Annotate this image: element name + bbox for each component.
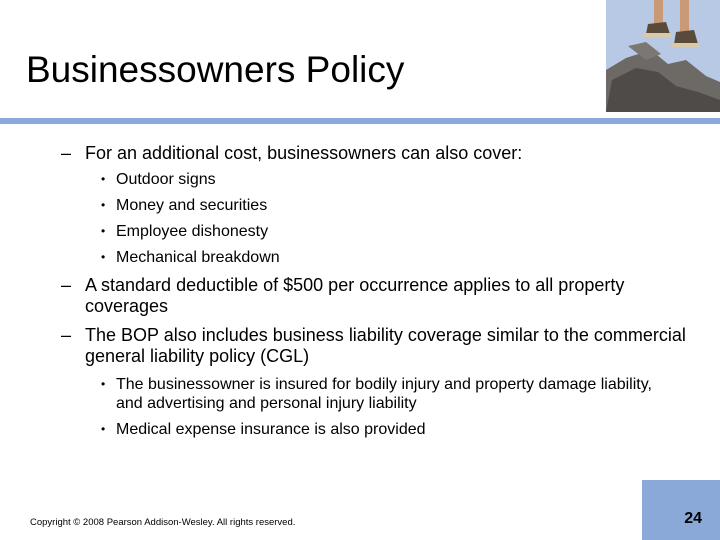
sub-bullet-text: Outdoor signs	[116, 171, 216, 188]
bullet-text: For an additional cost, businessowners can also cover:	[85, 143, 523, 163]
bullet-level1	[61, 325, 701, 367]
dot-marker: •	[101, 422, 106, 436]
sub-bullet-text: Money and securities	[116, 197, 268, 214]
bullet-level2	[101, 420, 661, 439]
sub-bullet-text: The businessowner is insured for bodily injury and property damage liability, and advertising and personal injury liability	[116, 376, 652, 412]
bullet-text: A standard deductible of $500 per occurrence applies to all property coverages	[85, 275, 625, 316]
page-number-box	[642, 480, 720, 540]
title-divider-band	[0, 118, 720, 124]
sub-bullet-text: Employee dishonesty	[116, 223, 269, 240]
bullet-level1	[61, 275, 701, 317]
sub-bullet-text: Mechanical breakdown	[116, 249, 280, 266]
dot-marker: •	[101, 224, 106, 238]
page-number: 24	[684, 510, 702, 527]
copyright-notice: Copyright © 2008 Pearson Addison-Wesley. All rights reserved.	[30, 517, 296, 528]
slide-title: Businessowners Policy	[26, 49, 405, 90]
bullet-level1	[61, 143, 701, 164]
dash-marker: –	[61, 325, 72, 345]
sub-bullet-text: Medical expense insurance is also provided	[116, 421, 426, 438]
dot-marker: •	[101, 377, 106, 391]
bullet-level2	[101, 248, 661, 267]
climber-photo	[606, 0, 720, 112]
bullet-level2	[101, 196, 661, 215]
bullet-level2	[101, 375, 661, 413]
dash-marker: –	[61, 275, 72, 295]
dot-marker: •	[101, 172, 106, 186]
bullet-level2	[101, 222, 661, 241]
dot-marker: •	[101, 198, 106, 212]
dot-marker: •	[101, 250, 106, 264]
bullet-text: The BOP also includes business liability coverage similar to the commercial general liability policy (CGL)	[85, 325, 686, 366]
dash-marker: –	[61, 143, 72, 163]
bullet-level2	[101, 170, 661, 189]
